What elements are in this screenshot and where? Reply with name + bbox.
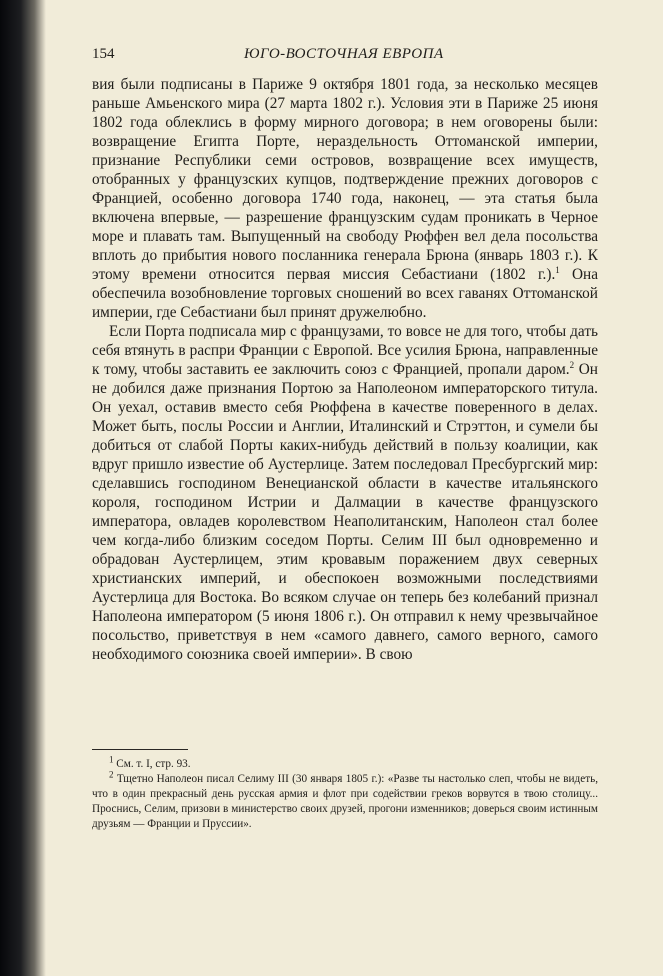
footnote-1-text: См. т. I, стр. 93.: [113, 758, 191, 770]
footnote-divider: [92, 749, 188, 750]
page-number: 154: [92, 46, 115, 62]
paragraph-1: [92, 75, 598, 322]
paragraph-2-text-a: Если Порта подписала мир с французами, то вовсе не для того, чтобы дать себя втянуть в распри Франции с Европой. Все усилия Брюна, направленные к тому, чтобы заставить ее заключить союз с Францией, пропали даром.: [92, 323, 598, 378]
paragraph-1-text-b: Она обеспечила возобновление торговых сношений во всех гаванях Оттоманской империи, где Себастиани был принят дружелюбно.: [92, 266, 598, 321]
footnote-2: [92, 769, 598, 832]
running-head: ЮГО-ВОСТОЧНАЯ ЕВРОПА: [244, 46, 444, 62]
paragraph-2-text-b: Он не добился даже признания Портою за Наполеоном императорского титула. Он уехал, оставив вместо себя Рюффена в качестве поверенного в делах. Может быть, послы России и Англии, Италинский и Стрэттон, и сумели бы добиться от слабой Порты каких-нибудь действий в пользу коалиции, как вдруг пришло известие об Аустерлице. Затем последовал Пресбургский мир: сделавшись господином Венецианской области в качестве итальянского короля, господином Истрии и Далмации в качестве французского императора, овладев королевством Неаполитанским, Наполеон стал более чем когда-либо близким соседом Порты. Селим III был одновременно и обрадован Аустерлицем, этим кровавым поражением двух северных христианских империй, и обеспокоен возможными последствиями Аустерлица для Востока. Во всяком случае он теперь без колебаний признал Наполеона императором (5 июня 1806 г.). Он отправил к нему чрезвычайное посольство, приветствуя в нем «самого давнего, самого верного, самого необходимого союзника своей империи». В свою: [92, 361, 598, 663]
page-header: [92, 46, 596, 68]
paragraph-2: [92, 322, 598, 664]
footnote-2-text: Тщетно Наполеон писал Селиму III (30 января 1805 г.): «Разве ты настолько слеп, чтобы не видеть, что в один прекрасный день русская армия и флот при содействии греков ворвутся в твою столицу... Проснись, Селим, призови в министерство своих друзей, прогони изменников; доверься своим истинным друзьям — Франции и Пруссии».: [92, 773, 598, 830]
footnote-ref-1: 1: [555, 264, 560, 275]
footnote-2-mark: 2: [109, 769, 114, 780]
paragraph-1-text-a: вия были подписаны в Париже 9 октября 1801 года, за несколько месяцев раньше Амьенского мира (27 марта 1802 г.). Условия эти в Париже 25 июня 1802 года облеклись в форму мирного договора; в нем оговорены были: возвращение Египта Порте, нераздельность Оттоманской империи, признание Республики семи островов, возвращение всех имуществ, отобранных у французских купцов, подтверждение прежних договоров с Францией, особенно договора 1740 года, наконец, — эта статья была включена впервые, — разрешение французским судам проникать в Черное море и плавать там. Выпущенный на свободу Рюффен вел дела посольства вплоть до прибытия нового посланника генерала Брюна (январь 1803 г.). К этому времени относится первая миссия Себастиани (1802 г.).: [92, 76, 598, 283]
footnotes: [92, 754, 598, 832]
footnote-ref-2: 2: [569, 359, 575, 370]
main-text: [92, 75, 598, 664]
footnote-1: [92, 754, 598, 772]
binding-shadow: [0, 0, 46, 976]
footnote-1-mark: 1: [109, 754, 114, 765]
